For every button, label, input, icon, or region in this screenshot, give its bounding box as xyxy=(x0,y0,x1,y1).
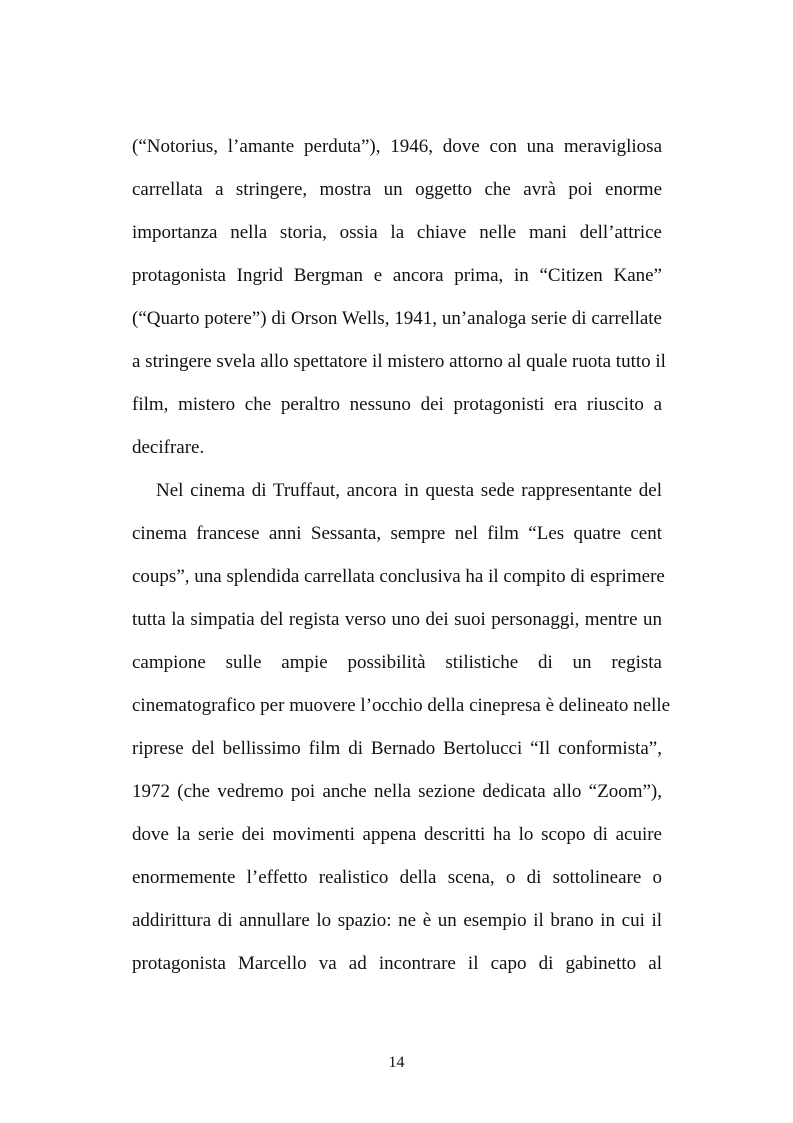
text-line: dove la serie dei movimenti appena descritti ha lo scopo di acuire xyxy=(132,824,662,845)
text-line: (“Quarto potere”) di Orson Wells, 1941, un’analoga serie di carrellate xyxy=(132,308,662,329)
text-line: 1972 (che vedremo poi anche nella sezione dedicata allo “Zoom”), xyxy=(132,781,662,802)
text-line: campione sulle ampie possibilità stilistiche di un regista xyxy=(132,652,662,673)
text-line: cinematografico per muovere l’occhio della cinepresa è delineato nelle xyxy=(132,695,671,716)
text-line: addirittura di annullare lo spazio: ne è un esempio il brano in cui il xyxy=(132,910,662,931)
text-line: protagonista Ingrid Bergman e ancora prima, in “Citizen Kane” xyxy=(132,265,662,286)
text-line: decifrare. xyxy=(132,437,205,458)
text-line: riprese del bellissimo film di Bernado Bertolucci “Il conformista”, xyxy=(132,738,662,759)
body-text xyxy=(132,125,671,985)
text-line: tutta la simpatia del regista verso uno dei suoi personaggi, mentre un xyxy=(132,609,662,630)
text-line: (“Notorius, l’amante perduta”), 1946, dove con una meravigliosa xyxy=(132,136,662,157)
text-line: importanza nella storia, ossia la chiave nelle mani dell’attrice xyxy=(132,222,662,243)
text-line: film, mistero che peraltro nessuno dei protagonisti era riuscito a xyxy=(132,394,662,415)
text-line: Nel cinema di Truffaut, ancora in questa sede rappresentante del xyxy=(156,480,662,501)
text-line: protagonista Marcello va ad incontrare il capo di gabinetto al xyxy=(132,953,662,974)
page-number: 14 xyxy=(388,1054,405,1071)
text-line: carrellata a stringere, mostra un oggetto che avrà poi enorme xyxy=(132,179,662,200)
text-line: enormemente l’effetto realistico della scena, o di sottolineare o xyxy=(132,867,662,888)
text-line: coups”, una splendida carrellata conclusiva ha il compito di esprimere xyxy=(132,566,665,587)
text-line: cinema francese anni Sessanta, sempre nel film “Les quatre cent xyxy=(132,523,662,544)
text-line: a stringere svela allo spettatore il mistero attorno al quale ruota tutto il xyxy=(132,351,666,372)
